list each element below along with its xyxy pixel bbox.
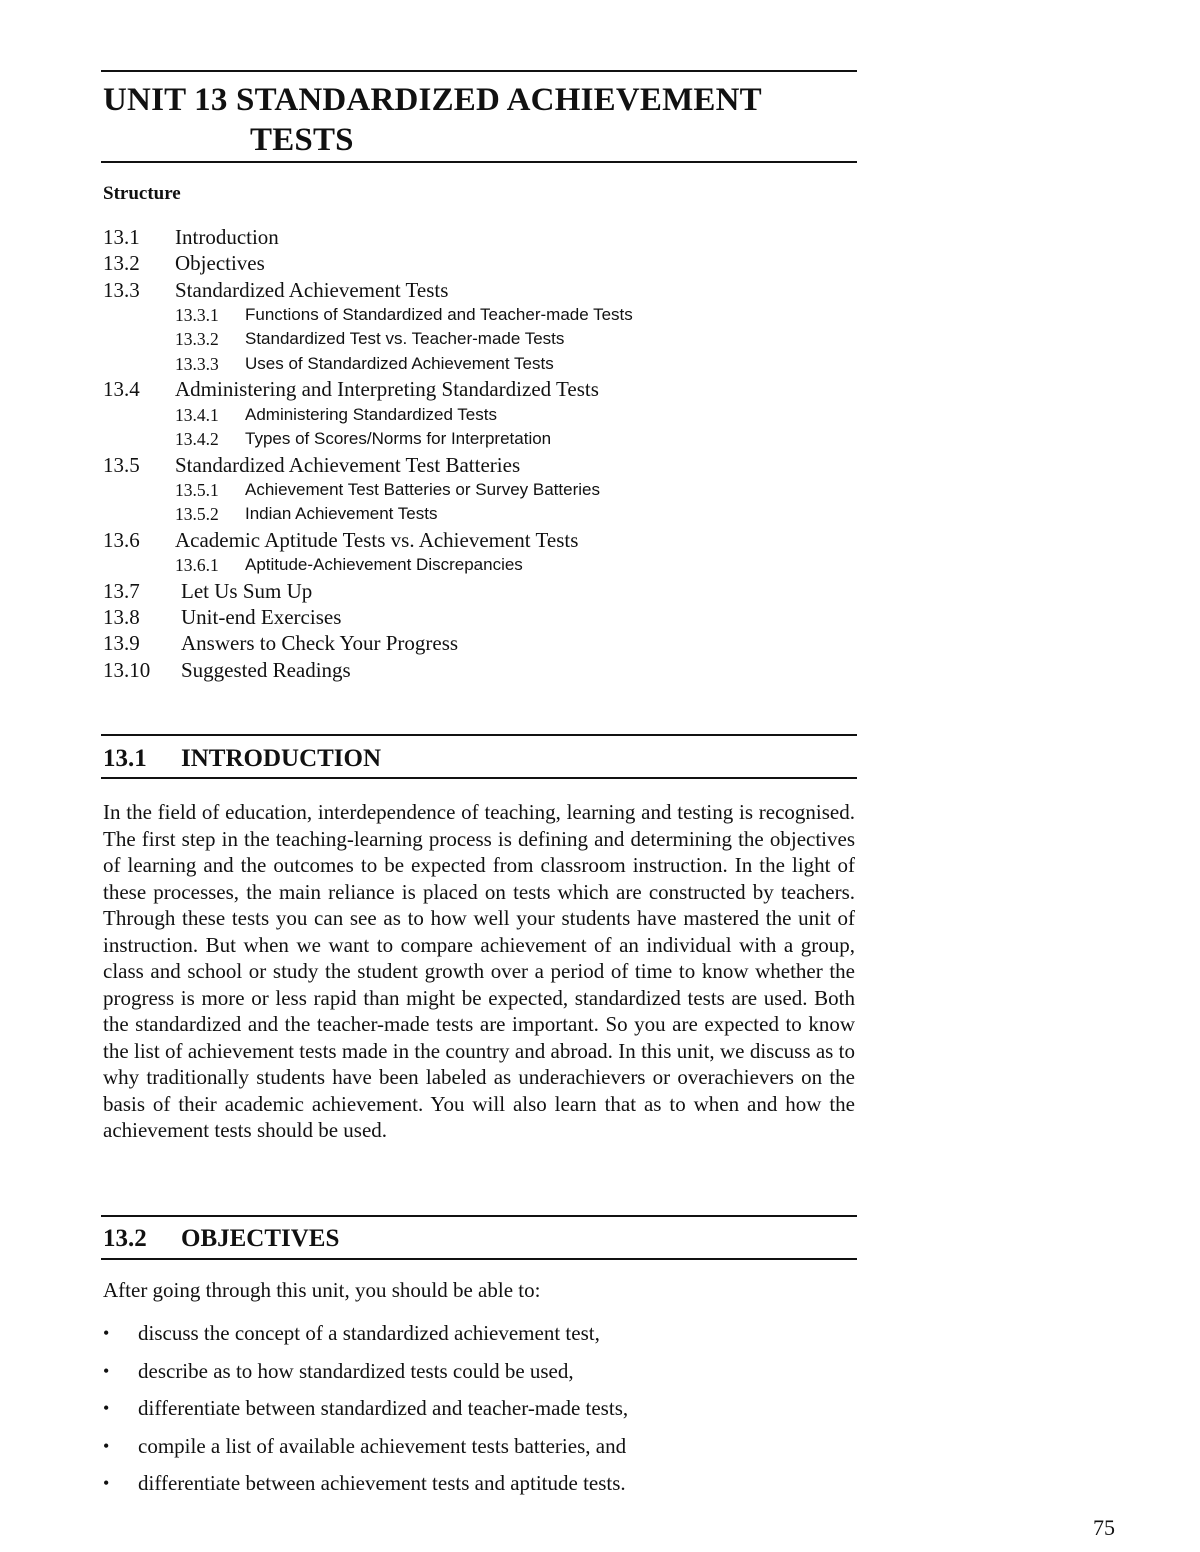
objectives-lead: After going through this unit, you should be able to: xyxy=(103,1278,541,1302)
toc-label: Uses of Standardized Achievement Tests xyxy=(245,353,554,373)
toc-number: 13.8 xyxy=(103,605,140,630)
toc-number: 13.6.1 xyxy=(175,555,219,576)
toc-subitem xyxy=(103,352,863,377)
toc-subitem xyxy=(103,327,863,352)
toc-label: Aptitude-Achievement Discrepancies xyxy=(245,555,523,575)
toc-number: 13.3.3 xyxy=(175,353,219,374)
toc-item xyxy=(103,657,863,683)
toc-number: 13.3.1 xyxy=(175,304,219,325)
toc-label: Objectives xyxy=(175,251,265,276)
toc-number: 13.5 xyxy=(103,452,140,477)
toc-number: 13.4.1 xyxy=(175,404,219,425)
toc-item xyxy=(103,250,863,276)
list-item-text: differentiate between standardized and teacher-made tests, xyxy=(138,1396,629,1420)
objectives-heading xyxy=(103,1224,339,1254)
introduction-paragraph: In the field of education, interdependence of teaching, learning and testing is recognised. The first step in the teaching-learning process is defining and determining the objectives of learning and the outcomes to be expected from classroom instruction. In the light of these processes, the main reliance is placed on tests which are constructed by teachers. Through these tests you can see as to how well your students have mastered the unit of instruction. But when we want to compare achievement of an individual with a group, class and school or study the student growth over a period of time to know whether the progress is more or less rapid than might be expected, standardized tests are used. Both the standardized and the teacher-made tests are important. So you are expected to know the list of achievement tests made in the country and abroad. In this unit, we discuss as to why traditionally students have been labeled as underachievers or overachievers on the basis of their academic achievement. You will also learn that as to when and how the achievement tests should be used. xyxy=(103,800,855,1142)
introduction-heading xyxy=(103,744,381,774)
section-title: INTRODUCTION xyxy=(181,745,382,772)
toc-number: 13.3 xyxy=(103,277,140,302)
toc-number: 13.4.2 xyxy=(175,429,219,450)
unit-title xyxy=(103,80,762,160)
list-item-text: differentiate between achievement tests and aptitude tests. xyxy=(138,1471,626,1495)
toc-label: Indian Achievement Tests xyxy=(245,504,438,524)
toc-label: Functions of Standardized and Teacher-made Tests xyxy=(245,304,633,324)
toc-label: Introduction xyxy=(175,225,279,249)
toc-number: 13.3.2 xyxy=(175,329,219,350)
bullet-icon: • xyxy=(103,1360,110,1381)
title-bottom-rule xyxy=(101,161,857,163)
objectives-list xyxy=(103,1320,855,1508)
toc-label: Standardized Test vs. Teacher-made Tests xyxy=(245,329,565,349)
section-title: OBJECTIVES xyxy=(181,1225,340,1252)
toc-label: Unit-end Exercises xyxy=(181,605,342,630)
toc-number: 13.7 xyxy=(103,578,140,603)
page-number: 75 xyxy=(1093,1515,1115,1540)
list-item xyxy=(103,1433,855,1471)
list-item xyxy=(103,1320,855,1358)
toc-label: Administering Standardized Tests xyxy=(245,404,497,424)
toc-item xyxy=(103,376,863,402)
section-number: 13.1 xyxy=(103,745,147,772)
unit-title-line-2: TESTS xyxy=(250,122,354,158)
toc-number: 13.9 xyxy=(103,631,140,656)
list-item xyxy=(103,1395,855,1433)
unit-title-line-1: UNIT 13 STANDARDIZED ACHIEVEMENT xyxy=(103,82,762,118)
toc-number: 13.4 xyxy=(103,377,140,402)
toc-item xyxy=(103,630,863,656)
toc-subitem xyxy=(103,403,863,428)
list-item-text: describe as to how standardized tests could be used, xyxy=(138,1358,574,1383)
structure-heading: Structure xyxy=(103,183,181,204)
toc-item xyxy=(103,277,863,303)
toc-label: Answers to Check Your Progress xyxy=(181,631,459,656)
toc-label: Let Us Sum Up xyxy=(181,578,313,603)
toc-label: Types of Scores/Norms for Interpretation xyxy=(245,429,552,449)
toc-number: 13.5.2 xyxy=(175,504,219,525)
bullet-icon: • xyxy=(103,1435,110,1456)
toc-item xyxy=(103,224,863,250)
toc-label: Achievement Test Batteries or Survey Batteries xyxy=(245,479,600,499)
toc-label: Academic Aptitude Tests vs. Achievement Tests xyxy=(175,527,579,552)
toc-subitem xyxy=(103,478,863,503)
toc-label: Standardized Achievement Test Batteries xyxy=(175,452,521,477)
toc-subitem xyxy=(103,502,863,527)
toc-number: 13.5.1 xyxy=(175,479,219,500)
toc-number: 13.2 xyxy=(103,251,140,276)
bullet-icon: • xyxy=(103,1398,110,1418)
bullet-icon: • xyxy=(103,1323,110,1343)
objectives-bottom-rule xyxy=(101,1258,857,1260)
objectives-top-rule xyxy=(101,1215,857,1217)
toc-subitem xyxy=(103,553,863,578)
title-top-rule xyxy=(101,70,857,72)
list-item-text: compile a list of available achievement tests batteries, and xyxy=(138,1433,627,1458)
list-item xyxy=(103,1358,855,1396)
toc-item xyxy=(103,527,863,553)
intro-bottom-rule xyxy=(101,777,857,779)
toc-subitem xyxy=(103,303,863,328)
toc-item xyxy=(103,452,863,478)
toc-item xyxy=(103,604,863,630)
toc-item xyxy=(103,578,863,604)
toc-number: 13.6 xyxy=(103,527,140,552)
toc-label: Standardized Achievement Tests xyxy=(175,277,449,302)
intro-top-rule xyxy=(101,734,857,736)
toc-subitem xyxy=(103,427,863,452)
list-item-text: discuss the concept of a standardized achievement test, xyxy=(138,1321,600,1345)
list-item xyxy=(103,1470,855,1508)
toc-label: Administering and Interpreting Standardized Tests xyxy=(175,377,599,402)
toc-number: 13.10 xyxy=(103,657,151,682)
section-number: 13.2 xyxy=(103,1225,147,1252)
toc-label: Suggested Readings xyxy=(181,657,351,682)
toc-number: 13.1 xyxy=(103,225,140,249)
bullet-icon: • xyxy=(103,1473,110,1493)
table-of-contents xyxy=(103,224,863,683)
